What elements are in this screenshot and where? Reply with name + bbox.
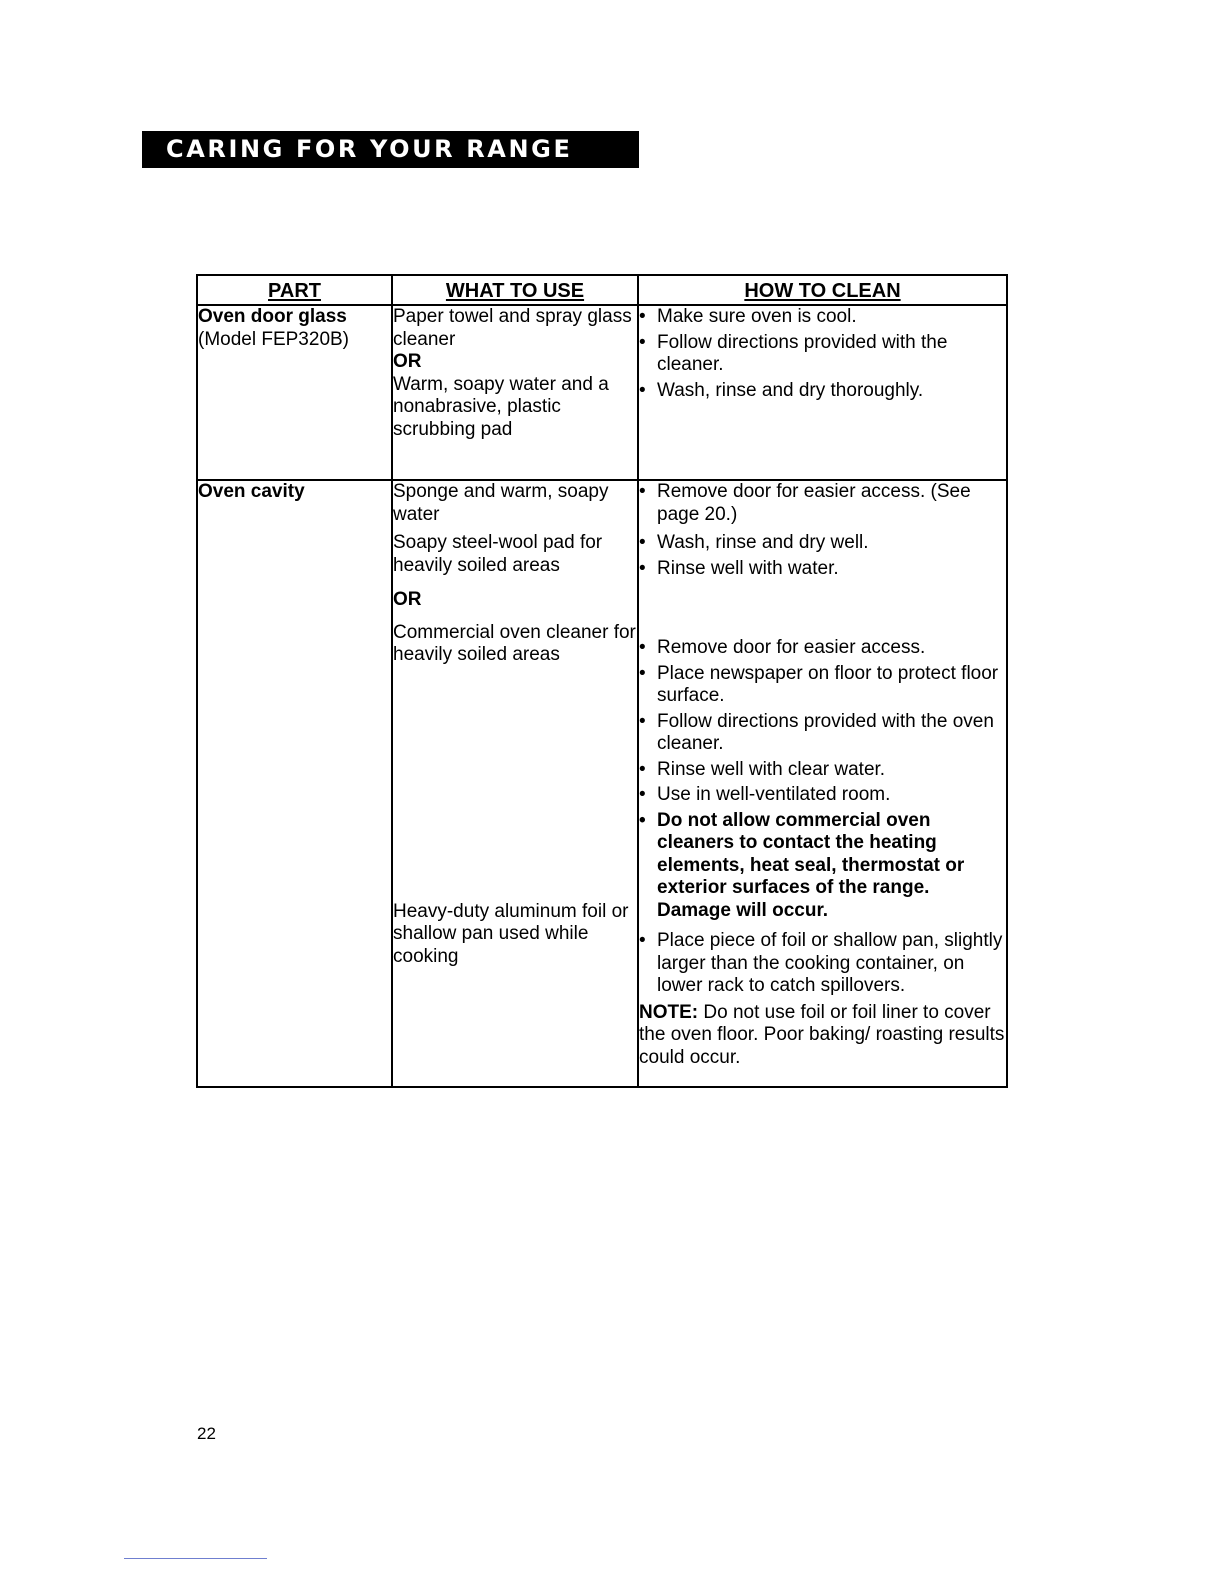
table-header-row	[197, 275, 1007, 305]
instruction-item: • Remove door for easier access. (See page 20.)	[639, 481, 1006, 526]
instruction-list	[639, 306, 1006, 402]
instruction-item: • Wash, rinse and dry thoroughly.	[639, 380, 1006, 403]
part-name: Oven door glass	[198, 306, 347, 327]
column-header-part: PART	[197, 275, 392, 305]
use-item: Soapy steel-wool pad for heavily soiled areas	[393, 532, 603, 576]
instruction-item: • Make sure oven is cool.	[639, 306, 1006, 329]
or-separator: OR	[393, 589, 422, 610]
use-item: Heavy-duty aluminum foil or shallow pan used while cooking	[393, 900, 629, 967]
footer-rule	[124, 1558, 267, 1559]
cleaning-table	[196, 274, 1008, 1088]
use-item: Commercial oven cleaner for heavily soiled areas	[393, 621, 636, 665]
note-text: Do not use foil or foil liner to cover the oven floor. Poor baking/ roasting results could occur.	[639, 1001, 1005, 1068]
instruction-list	[639, 481, 1006, 526]
page-number: 22	[197, 1424, 216, 1443]
instruction-item: • Follow directions provided with the oven cleaner.	[639, 711, 1006, 756]
section-banner: CARING FOR YOUR RANGE	[142, 131, 639, 168]
note-label: NOTE:	[639, 1001, 699, 1023]
part-model: (Model FEP320B)	[198, 328, 350, 350]
note	[639, 1002, 1006, 1070]
part-cell	[197, 305, 392, 480]
how-to-clean-cell	[638, 305, 1007, 480]
column-header-what-to-use: WHAT TO USE	[392, 275, 638, 305]
instruction-item: • Rinse well with clear water.	[639, 759, 1006, 782]
instruction-list	[639, 930, 1006, 998]
part-name: Oven cavity	[198, 481, 305, 502]
table-row	[197, 305, 1007, 480]
instruction-item: • Place newspaper on floor to protect floor surface.	[639, 663, 1006, 708]
instruction-list	[639, 637, 1006, 922]
what-to-use-cell	[392, 305, 638, 480]
instruction-item: • Wash, rinse and dry well.	[639, 532, 1006, 555]
instruction-item: • Follow directions provided with the cleaner.	[639, 332, 1006, 377]
how-to-clean-cell	[638, 480, 1007, 1087]
part-cell	[197, 480, 392, 1087]
instruction-item: • Remove door for easier access.	[639, 637, 1006, 660]
or-separator: OR	[393, 351, 422, 372]
instruction-item: • Use in well-ventilated room.	[639, 784, 1006, 807]
table-row	[197, 480, 1007, 1087]
column-header-how-to-clean: HOW TO CLEAN	[638, 275, 1007, 305]
use-item: Paper towel and spray glass cleaner	[393, 306, 632, 350]
use-item: Sponge and warm, soapy water	[393, 481, 609, 525]
instruction-list	[639, 532, 1006, 580]
use-item: Warm, soapy water and a nonabrasive, plastic scrubbing pad	[393, 373, 609, 440]
what-to-use-cell	[392, 480, 638, 1087]
instruction-item: • Rinse well with water.	[639, 558, 1006, 581]
instruction-item: • Place piece of foil or shallow pan, slightly larger than the cooking container, on lower rack to catch spillovers.	[639, 930, 1006, 998]
warning-item: • Do not allow commercial oven cleaners to contact the heating elements, heat seal, thermostat or exterior surfaces of the range. Damage will occur.	[639, 810, 1006, 923]
